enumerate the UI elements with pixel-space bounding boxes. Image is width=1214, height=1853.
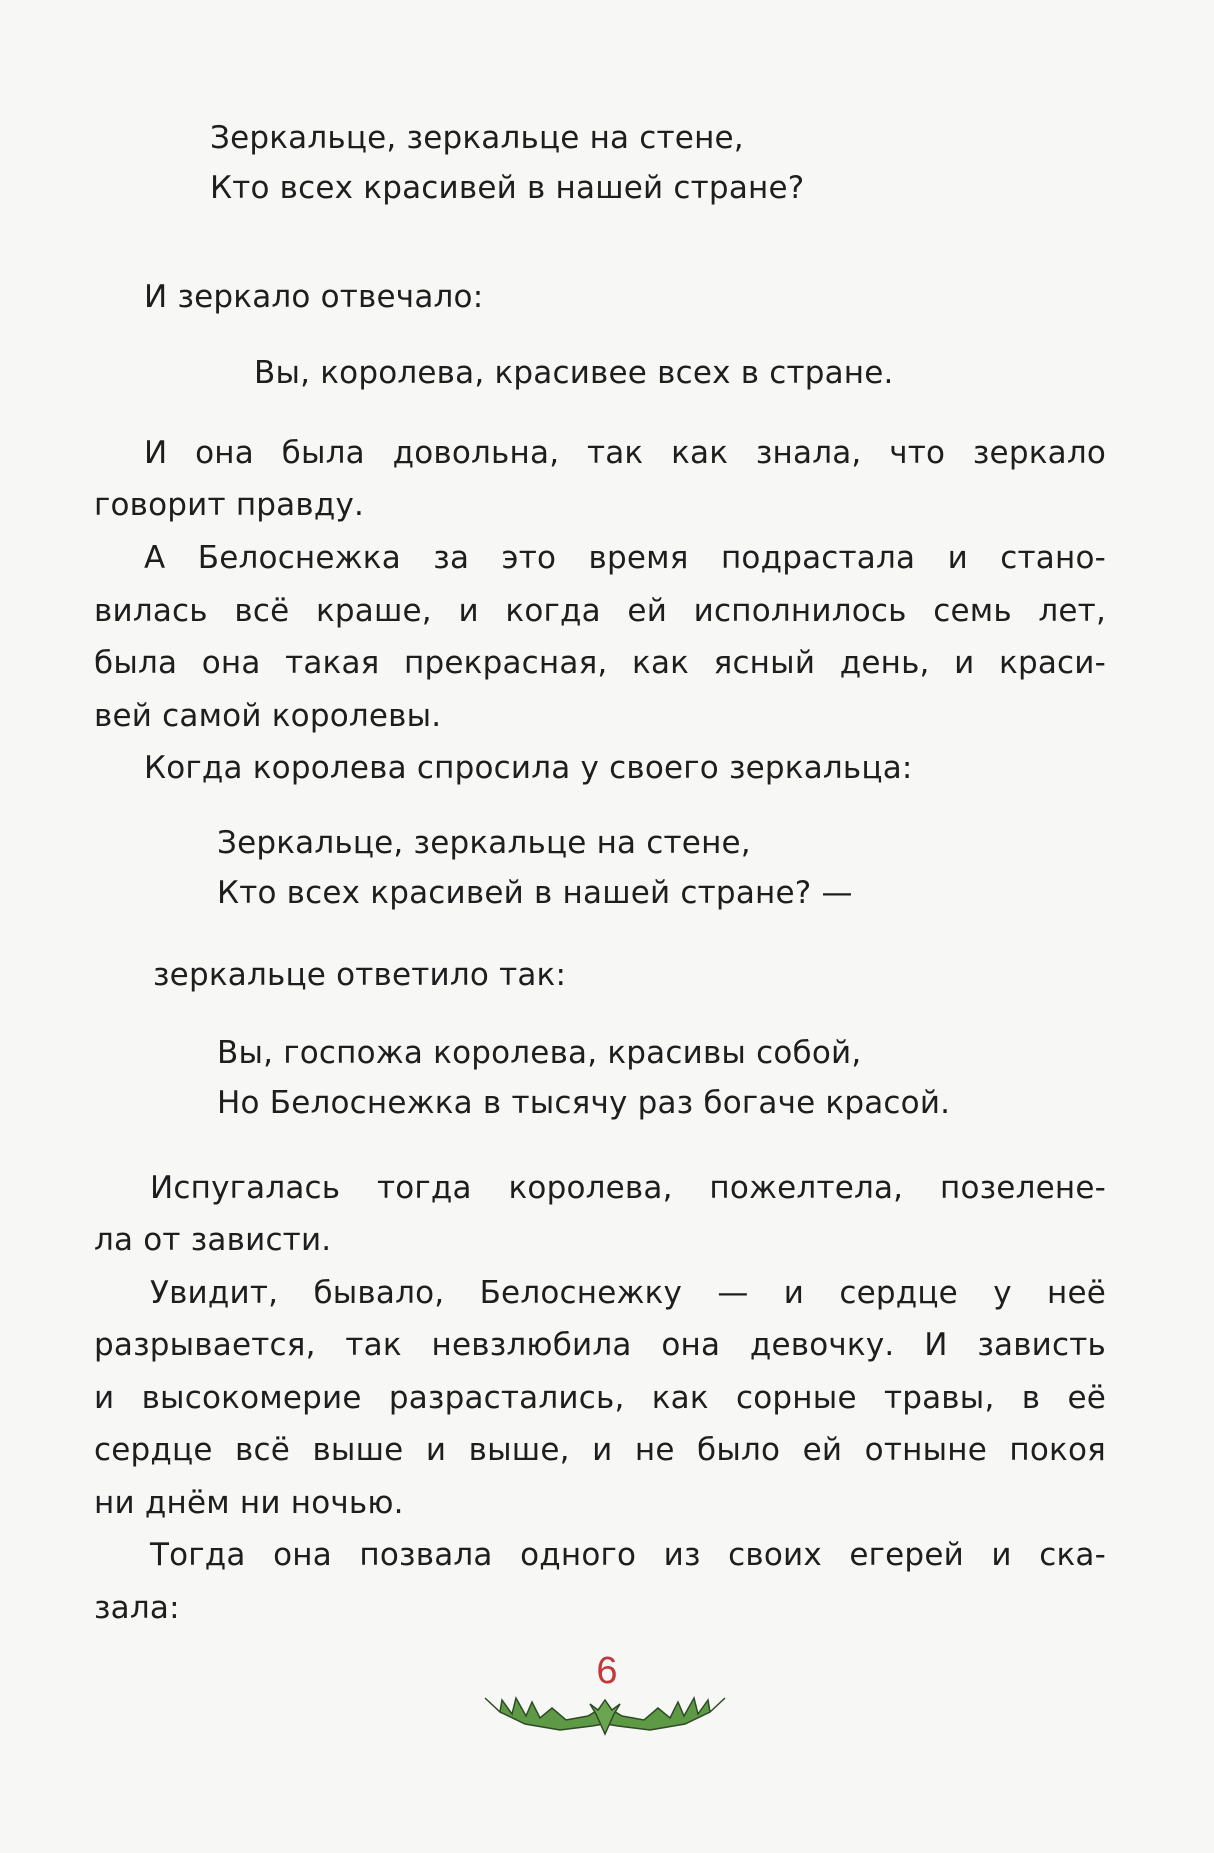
page-number: 6 [596, 1650, 618, 1692]
verse-line: Но Белоснежка в тысячу раз богаче красой. [217, 1085, 951, 1121]
text-line: сердце всё выше и выше, и не было ей отныне покоя [94, 1432, 1106, 1468]
text-line: ни днём ни ночью. [94, 1485, 404, 1521]
text-line: зала: [94, 1590, 180, 1626]
text-line: зеркальце ответило так: [153, 957, 567, 993]
text-line: вей самой королевы. [94, 698, 442, 734]
verse-line: Зеркальце, зеркальце на стене, [210, 120, 744, 156]
text-line: ла от зависти. [94, 1222, 332, 1258]
text-line: Испугалась тогда королева, пожелтела, позелене- [150, 1170, 1106, 1206]
text-line: Увидит, бывало, Белоснежку — и сердце у неё [150, 1275, 1106, 1311]
verse-line: Вы, королева, красивее всех в стране. [254, 355, 894, 391]
text-line: разрывается, так невзлюбила она девочку. И зависть [94, 1327, 1106, 1363]
text-line: Когда королева спросила у своего зеркальца: [144, 750, 913, 786]
text-line: И она была довольна, так как знала, что зеркало [144, 435, 1106, 471]
verse-line: Вы, госпожа королева, красивы собой, [217, 1035, 862, 1071]
verse-line: Кто всех красивей в нашей стране? — [217, 875, 853, 911]
text-line: А Белоснежка за это время подрастала и стано- [144, 540, 1106, 576]
text-line: вилась всё краше, и когда ей исполнилось семь лет, [94, 593, 1106, 629]
text-line: Тогда она позвала одного из своих егерей и ска- [150, 1537, 1106, 1573]
text-line: И зеркало отвечало: [144, 279, 484, 315]
text-line: была она такая прекрасная, как ясный день, и краси- [94, 645, 1106, 681]
verse-line: Зеркальце, зеркальце на стене, [217, 825, 751, 861]
leaf-ornament-icon [480, 1690, 730, 1740]
verse-line: Кто всех красивей в нашей стране? [210, 170, 805, 206]
text-line: и высокомерие разрастались, как сорные травы, в её [94, 1380, 1106, 1416]
text-line: говорит правду. [94, 487, 365, 523]
